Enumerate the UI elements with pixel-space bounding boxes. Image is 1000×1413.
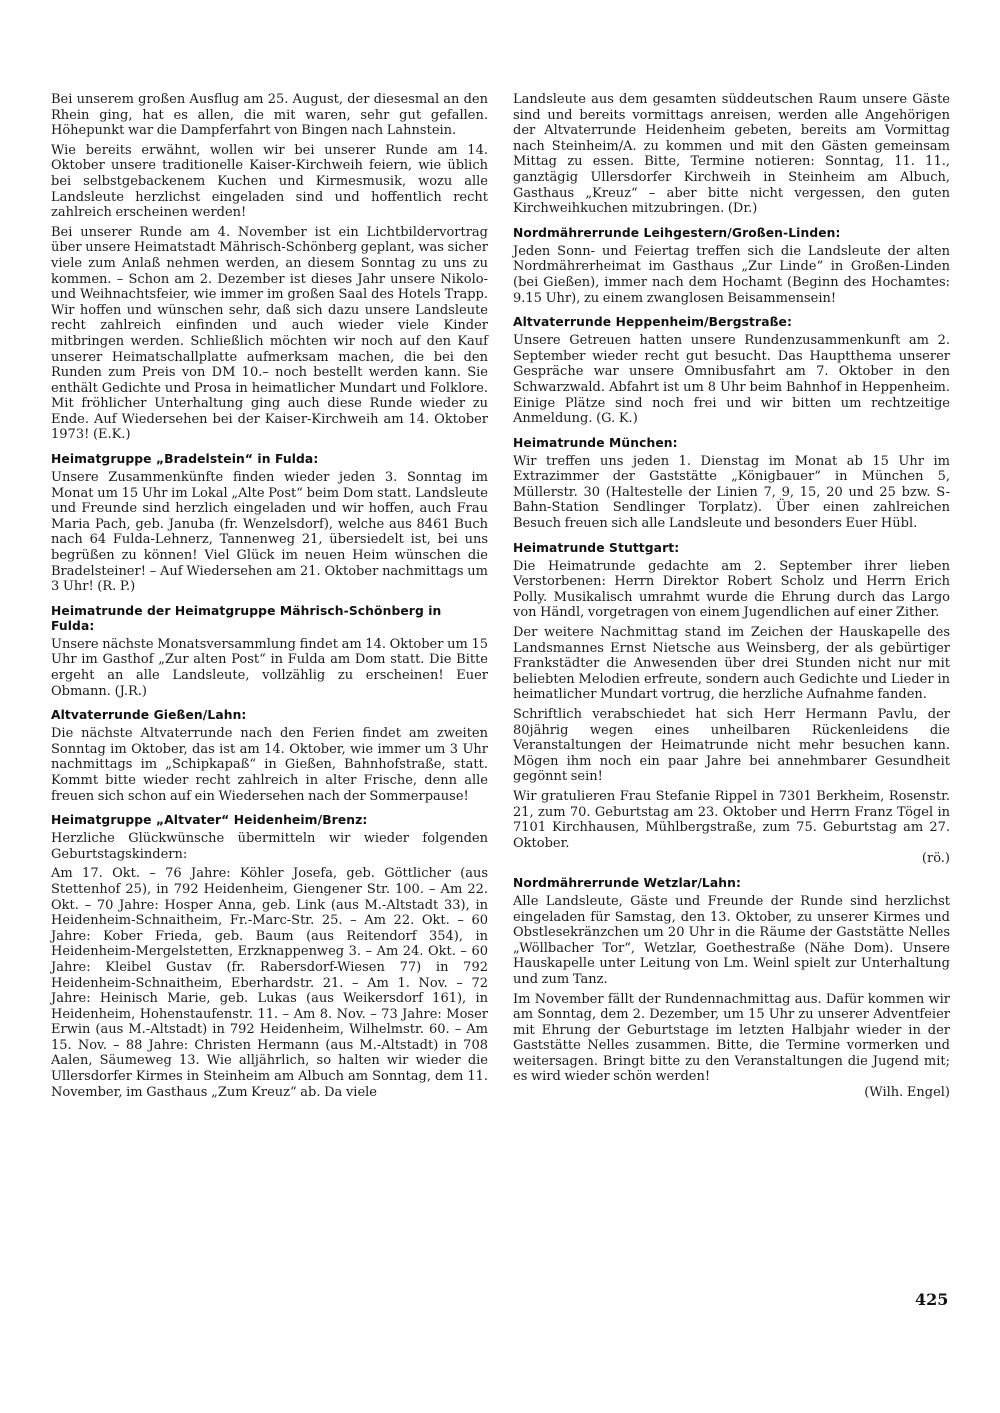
- paragraph-steinheim: Landsleute aus dem gesamten süddeutschen Raum unsere Gäste sind und bereits vormittags anreisen, werden alle Angehörigen der Altvaterrunde Heidenheim gebeten, bereits am Vormittag nach Steinheim/A. zu kommen und mit den Gästen gemeinsam Mittag zu essen. Bitte, Termine notieren: Sonntag, 11. 11., ganztägig Ullersdorfer Kirchweih in Steinheim am Albuch, Gasthaus „Kreuz“ – aber bitte nicht vergessen, den guten Kirchweihkuchen mitzubringen. (Dr.): [513, 92, 950, 217]
- paragraph-wetzlar-advent: Im November fällt der Rundennachmittag aus. Dafür kommen wir am Sonntag, dem 2. Dezember, um 15 Uhr zu unserer Adventfeier mit Ehrung der Geburtstage im letzten Halbjahr wieder in der Gaststätte Nelles zusammen. Bitte, die Termine vormerken und weitersagen. Bringt bitte zu den Veranstaltungen die Jugend mit; es wird wieder schön werden!: [513, 991, 950, 1085]
- heading-giessen: Altvaterrunde Gießen/Lahn:: [51, 708, 247, 723]
- signature-engel: (Wilh. Engel): [864, 1085, 950, 1101]
- paragraph-kirchweih: Wie bereits erwähnt, wollen wir bei unserer Runde am 14. Oktober unsere traditionelle Kaiser-Kirchweih feiern, wie üblich bei selbstgebackenem Kuchen und Kirmesmusik, wozu alle Landsleute herzlichst eingeladen sind und hoffentlich recht zahlreich erscheinen werden!: [51, 142, 488, 221]
- paragraph-november: Bei unserer Runde am 4. November ist ein Lichtbildervortrag über unsere Heimatstadt Mährisch-Schönberg geplant, was sicher viele zum Anlaß nehmen werden, an diesem Sonntag zu uns zu kommen. – Schon am 2. Dezember ist dieses Jahr unsere Nikolo- und Weihnachtsfeier, wie immer im großen Saal des Hotels Trapp. Wir hoffen und wünschen sehr, daß sich dazu unsere Landsleute recht zahlreich einfinden und auch wieder viele Kinder mitbringen werden. Schließlich möchten wir noch auf den Kauf unserer Heimatschallplatte aufmerksam machen, die bei den Runden zum Preis von DM 10.– noch bestellt werden kann. Sie enthält Gedichte und Prosa in heimatlicher Mundart und Folklore. Mit fröhlicher Unterhaltung ging auch diese Runde wieder zu Ende. Auf Wiedersehen bei der Kaiser-Kirchweih am 14. Oktober 1973! (E.K.): [51, 224, 488, 443]
- paragraph-giessen: Die nächste Altvaterrunde nach den Ferien findet am zweiten Sonntag im Oktober, das ist am 14. Oktober, wie immer um 3 Uhr nachmittags im „Schipkapaß“ in Gießen, Bahnhofstraße, statt. Kommt bitte wieder recht zahlreich in alter Frische, denn alle freuen sich schon auf ein Wiedersehen nach der Sommerpause!: [51, 726, 488, 804]
- heading-bradelstein-fulda: Heimatgruppe „Bradelstein“ in Fulda:: [51, 452, 319, 467]
- heading-muenchen: Heimatrunde München:: [513, 435, 678, 450]
- paragraph-heppenheim: Unsere Getreuen hatten unsere Rundenzusammenkunft am 2. September wieder recht gut besucht. Das Hauptthema unserer Gespräche war unsere Omnibusfahrt am 7. Oktober in den Schwarzwald. Abfahrt ist um 8 Uhr beim Bahnhof in Heppenheim. Einige Plätze sind noch frei und wir bitten um rechtzeitige Anmeldung. (G. K.): [513, 333, 950, 427]
- paragraph-leihgestern: Jeden Sonn- und Feiertag treffen sich die Landsleute der alten Nordmährerheimat im Gasthaus „Zur Linde“ in Großen-Linden (bei Gießen), immer nach dem Hochamt (Beginn des Hochamtes: 9.15 Uhr), zu einem zwanglosen Beisammensein!: [513, 243, 950, 306]
- left-column: [51, 92, 488, 1104]
- paragraph-ausflug: Bei unserem großen Ausflug am 25. August, der diesesmal an den Rhein ging, hat es allen, die mit waren, sehr gut gefallen. Höhepunkt war die Dampferfahrt von Bingen nach Lahnstein.: [51, 92, 488, 139]
- page-number: 425: [915, 1290, 949, 1309]
- heading-leihgestern: Nordmährerrunde Leihgestern/Großen-Linden:: [513, 225, 841, 240]
- paragraph-glueckwuensche: Herzliche Glückwünsche übermitteln wir wieder folgenden Geburtstagskindern:: [51, 831, 488, 862]
- heading-wetzlar: Nordmährerrunde Wetzlar/Lahn:: [513, 875, 741, 890]
- paragraph-stuttgart-nachmittag: Der weitere Nachmittag stand im Zeichen der Hauskapelle des Landsmannes Ernst Nietsche aus Weinsberg, der als gebürtiger Frankstädter die Anwesenden über drei Stunden nicht nur mit beliebten Melodien erfreute, sondern auch Gedichte und Lieder in heimatlicher Mundart vortrug, die herzliche Aufnahme fanden.: [513, 625, 950, 703]
- heading-heppenheim: Altvaterrunde Heppenheim/Bergstraße:: [513, 315, 792, 330]
- paragraph-stuttgart-gedenken: Die Heimatrunde gedachte am 2. September ihrer lieben Verstorbenen: Herrn Direktor Robert Scholz und Herrn Erich Polly. Musikalisch umrahmt wurde die Ehrung durch das Largo von Händl, vorgetragen von einem Jugendlichen auf einer Zither.: [513, 558, 950, 621]
- paragraph-heimatrunde-fulda: Unsere nächste Monatsversammlung findet am 14. Oktober um 15 Uhr im Gasthof „Zur alten Post“ in Fulda am Dom statt. Die Bitte ergeht an alle Landsleute, vollzählig zu erscheinen! Euer Obmann. (J.R.): [51, 636, 488, 699]
- signature-roe: (rö.): [921, 851, 950, 867]
- paragraph-geburtstage: Am 17. Okt. – 76 Jahre: Köhler Josefa, geb. Göttlicher (aus Stettenhof 25), in 792 Heidenheim, Giengener Str. 100. – Am 22. Okt. – 70 Jahre: Hosper Anna, geb. Link (aus M.-Altstadt 33), in Heidenheim-Schnaitheim, Fr.-Marc-Str. 25. – Am 22. Okt. – 60 Jahre: Kober Frieda, geb. Baum (aus Reitendorf 354), in Heidenheim-Mergelstetten, Erzknappenweg 3. – Am 24. Okt. – 60 Jahre: Kleibel Gustav (fr. Rabersdorf-Wiesen 77) in 792 Heidenheim-Schnaitheim, Eberhardstr. 21. – Am 1. Nov. – 72 Jahre: Heinisch Marie, geb. Lukas (aus Weikersdorf 161), in Heidenheim, Hohenstaufenstr. 11. – Am 8. Nov. – 73 Jahre: Moser Erwin (aus M.-Altstadt) in 792 Heidenheim, Wilhelmstr. 60. – Am 15. Nov. – 88 Jahre: Christen Hermann (aus M.-Altstadt) in 708 Aalen, Säumeweg 13. Wie alljährlich, so halten wir wieder die Ullersdorfer Kirmes in Steinheim am Albuch am Sonntag, dem 11. November, im Gasthaus „Zum Kreuz“ ab. Da viele: [51, 866, 488, 1100]
- paragraph-stuttgart-pavlu: Schriftlich verabschiedet hat sich Herr Hermann Pavlu, der 80jährig wegen eines unheilbaren Rückenleidens die Veranstaltungen der Heimatrunde nicht mehr besuchen kann. Mögen ihm noch ein paar Jahre bei annehmbarer Gesundheit gegönnt sein!: [513, 707, 950, 785]
- heading-heimatrunde-fulda: Heimatrunde der Heimatgruppe Mährisch-Schönberg in Fulda:: [51, 603, 442, 633]
- heading-stuttgart: Heimatrunde Stuttgart:: [513, 540, 680, 555]
- right-column: [513, 92, 950, 1105]
- heading-heidenheim: Heimatgruppe „Altvater“ Heidenheim/Brenz:: [51, 813, 368, 828]
- paragraph-wetzlar-kirmes: Alle Landsleute, Gäste und Freunde der Runde sind herzlichst eingeladen für Samstag, den 13. Oktober, zu unserer Kirmes und Obstlesekränzchen um 20 Uhr in die Räume der Gaststätte Nelles „Wöllbacher Tor“, Wetzlar, Goethestraße (Nähe Dom). Unsere Hauskapelle unter Leitung von Lm. Weinl spielt zur Unterhaltung und zum Tanz.: [513, 893, 950, 987]
- paragraph-muenchen: Wir treffen uns jeden 1. Dienstag im Monat ab 15 Uhr im Extrazimmer der Gaststätte „Königbauer“ in München 5, Müllerstr. 30 (Haltestelle der Linien 7, 9, 15, 20 und 25 bzw. S-Bahn-Station Sendlinger Torplatz). Über einen zahlreichen Besuch freuen sich alle Landsleute und besonders Euer Hübl.: [513, 453, 950, 532]
- paragraph-bradelstein: Unsere Zusammenkünfte finden wieder jeden 3. Sonntag im Monat um 15 Uhr im Lokal „Alte Post“ beim Dom statt. Landsleute und Freunde sind herzlich eingeladen und wir hoffen, auch Frau Maria Pach, geb. Januba (fr. Wenzelsdorf), welche aus 8461 Buch nach 64 Fulda-Lehnerz, Tannenweg 21, übersiedelt ist, bei uns begrüßen zu können! Viel Glück im neuen Heim wünschen die Bradelsteiner! – Auf Wiedersehen am 21. Oktober nachmittags um 3 Uhr! (R. P.): [51, 470, 488, 595]
- paragraph-stuttgart-gratulation: Wir gratulieren Frau Stefanie Rippel in 7301 Berkheim, Rosenstr. 21, zum 70. Geburtstag am 23. Oktober und Herrn Franz Tögel in 7101 Kirchhausen, Mühlbergstraße, zum 75. Geburtstag am 27. Oktober.: [513, 788, 950, 851]
